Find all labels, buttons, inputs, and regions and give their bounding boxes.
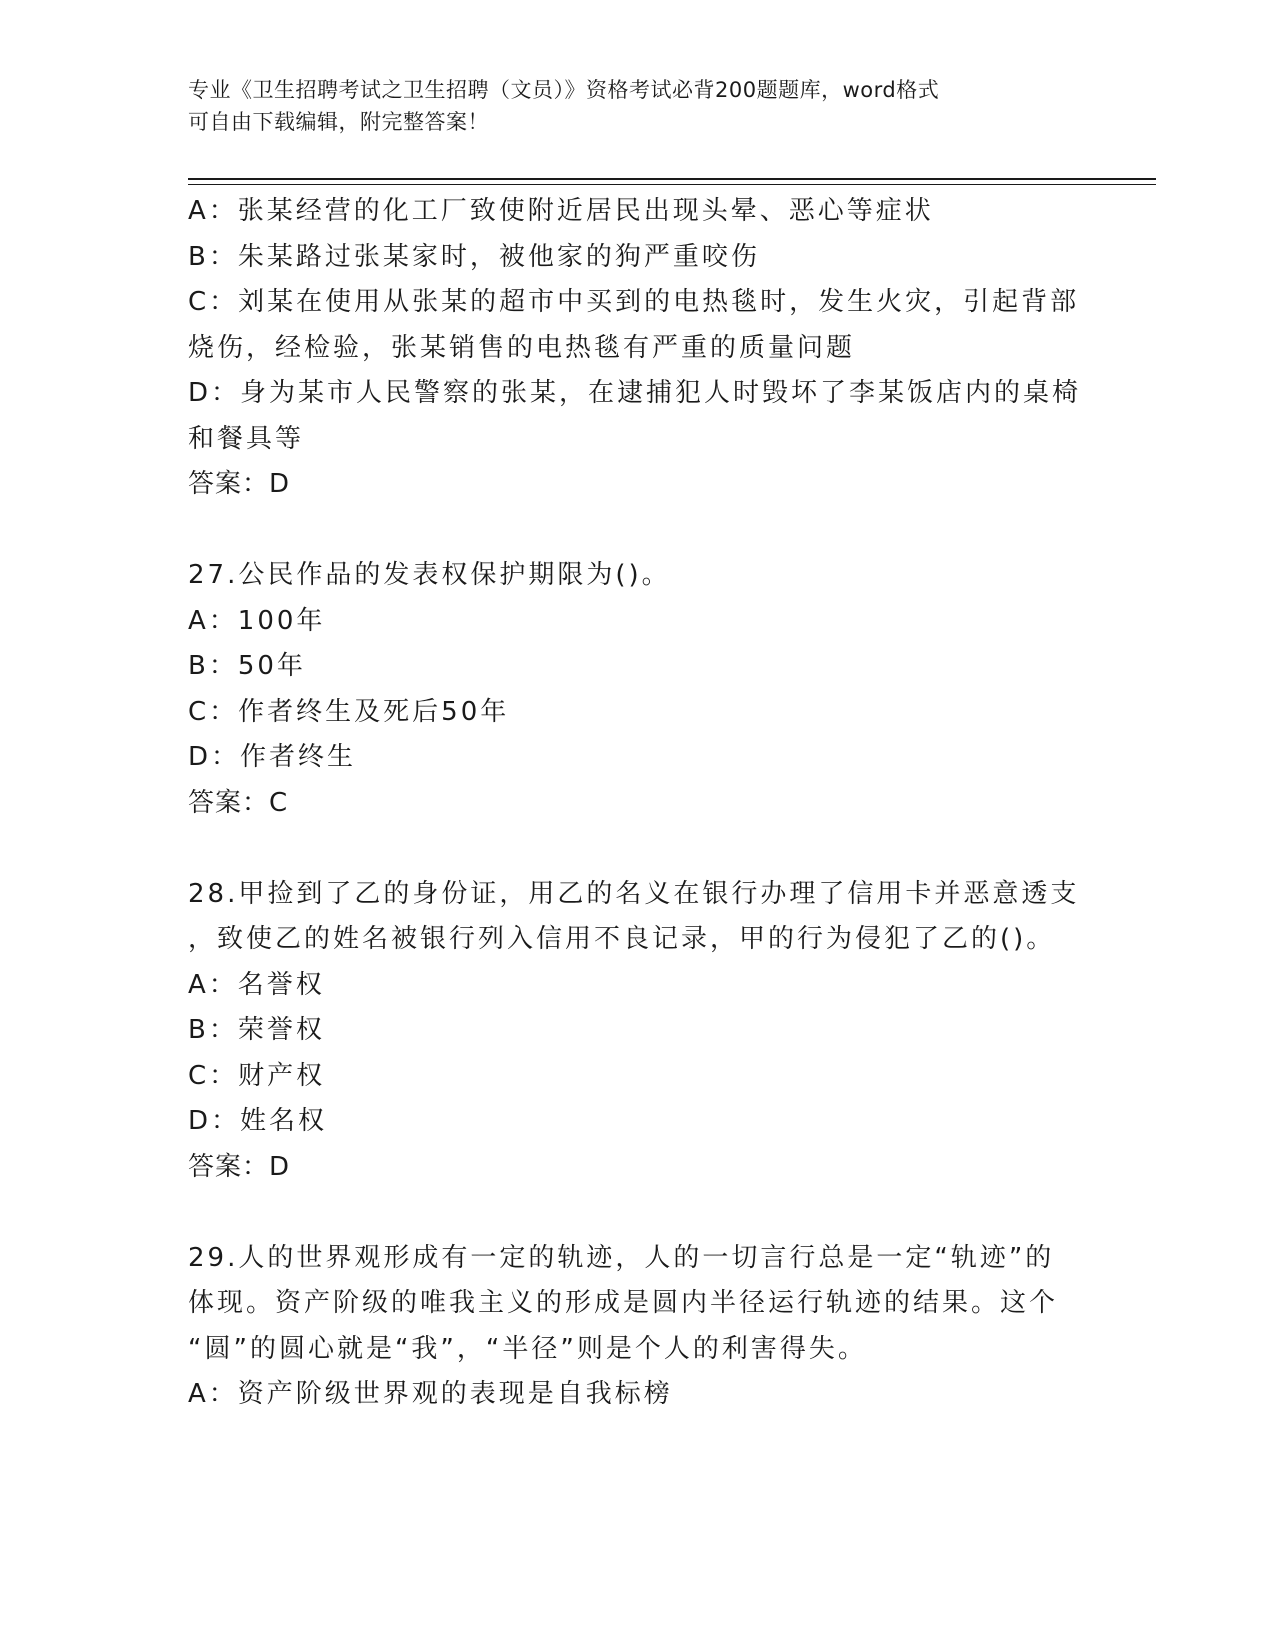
option-b: B：50年 bbox=[188, 651, 306, 681]
option-c-line-2: 烧伤，经检验，张某销售的电热毯有严重的质量问题 bbox=[188, 332, 856, 363]
option-c: C：作者终生及死后50年 bbox=[188, 696, 510, 727]
header-divider-thick bbox=[188, 178, 1156, 180]
header-title-line-1: 专业《卫生招聘考试之卫生招聘（文员）》资格考试必背200题题库，word格式 bbox=[188, 78, 940, 102]
spacer bbox=[188, 826, 1088, 872]
answer: 答案：D bbox=[188, 469, 291, 499]
option-d: D：作者终生 bbox=[188, 742, 357, 772]
question-29 bbox=[188, 1236, 1088, 1418]
option-d-line-2: 和餐具等 bbox=[188, 423, 305, 454]
option-d-line-1: D：身为某市人民警察的张某，在逮捕犯人时毁坏了李某饭店内的桌椅 bbox=[188, 378, 1082, 408]
previous-question bbox=[188, 189, 1088, 508]
question-stem-line-3: “圆”的圆心就是“我”，“半径”则是个人的利害得失。 bbox=[188, 1333, 867, 1364]
spacer bbox=[188, 1190, 1088, 1236]
option-d: D：姓名权 bbox=[188, 1106, 328, 1136]
option-c: C：财产权 bbox=[188, 1060, 326, 1091]
option-b: B：朱某路过张某家时，被他家的狗严重咬伤 bbox=[188, 241, 760, 272]
option-c-line-1: C：刘某在使用从张某的超市中买到的电热毯时，发生火灾，引起背部 bbox=[188, 287, 1080, 317]
question-stem-line-1: 28.甲捡到了乙的身份证，用乙的名义在银行办理了信用卡并恶意透支 bbox=[188, 878, 1080, 909]
option-a: A：100年 bbox=[188, 605, 326, 636]
page-header bbox=[188, 74, 1068, 138]
answer: 答案：D bbox=[188, 1151, 291, 1182]
option-a: A：张某经营的化工厂致使附近居民出现头晕、恶心等症状 bbox=[188, 196, 934, 226]
header-divider-thin bbox=[188, 184, 1156, 185]
question-stem: 27.公民作品的发表权保护期限为()。 bbox=[188, 560, 671, 590]
option-a: A：资产阶级世界观的表现是自我标榜 bbox=[188, 1379, 673, 1409]
question-content bbox=[188, 189, 1088, 1418]
question-28 bbox=[188, 872, 1088, 1191]
question-stem-line-2: ，致使乙的姓名被银行列入信用不良记录，甲的行为侵犯了乙的()。 bbox=[188, 924, 1056, 954]
question-27 bbox=[188, 553, 1088, 826]
answer: 答案：C bbox=[188, 787, 289, 818]
question-stem-line-2: 体现。资产阶级的唯我主义的形成是圆内半径运行轨迹的结果。这个 bbox=[188, 1288, 1059, 1318]
spacer bbox=[188, 508, 1088, 554]
header-title-line-2: 可自由下载编辑，附完整答案！ bbox=[188, 110, 489, 134]
option-b: B：荣誉权 bbox=[188, 1015, 325, 1045]
question-stem-line-1: 29.人的世界观形成有一定的轨迹，人的一切言行总是一定“轨迹”的 bbox=[188, 1242, 1055, 1273]
option-a: A：名誉权 bbox=[188, 969, 325, 1000]
